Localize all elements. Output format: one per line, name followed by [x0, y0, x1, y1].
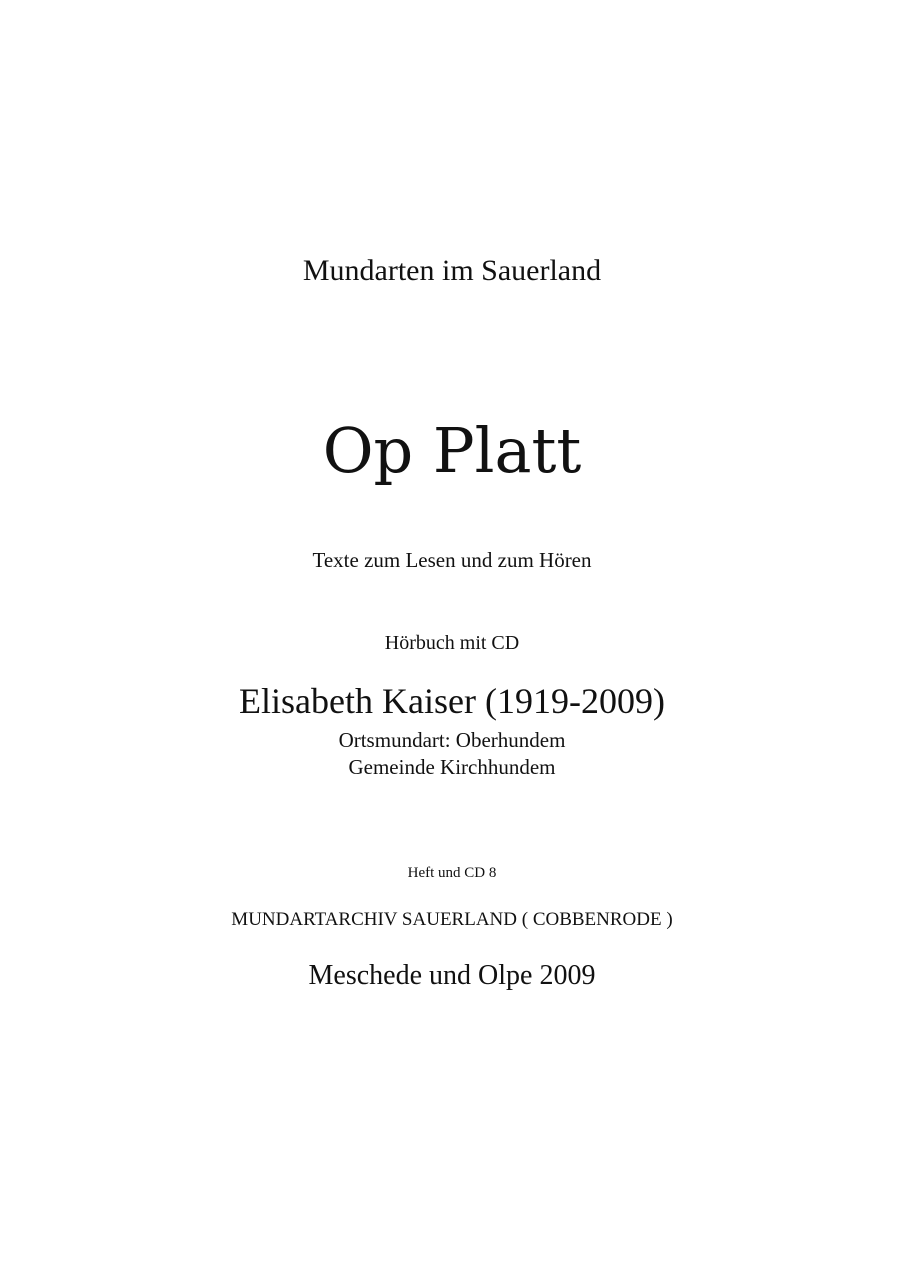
page-title: Op Platt	[322, 414, 582, 487]
subtitle: Texte zum Lesen und zum Hören	[312, 548, 592, 572]
volume-label: Heft und CD 8	[407, 865, 497, 881]
municipality-label: Gemeinde Kirchhundem	[348, 755, 556, 779]
format-label: Hörbuch mit CD	[384, 632, 520, 654]
series-name: Mundarten im Sauerland	[302, 254, 602, 287]
dialect-label: Ortsmundart: Oberhundem	[338, 728, 566, 752]
place-year: Meschede und Olpe 2009	[308, 960, 596, 991]
author-name: Elisabeth Kaiser (1919-2009)	[239, 681, 665, 721]
archive-name: MUNDARTARCHIV SAUERLAND ( COBBENRODE )	[231, 909, 673, 930]
